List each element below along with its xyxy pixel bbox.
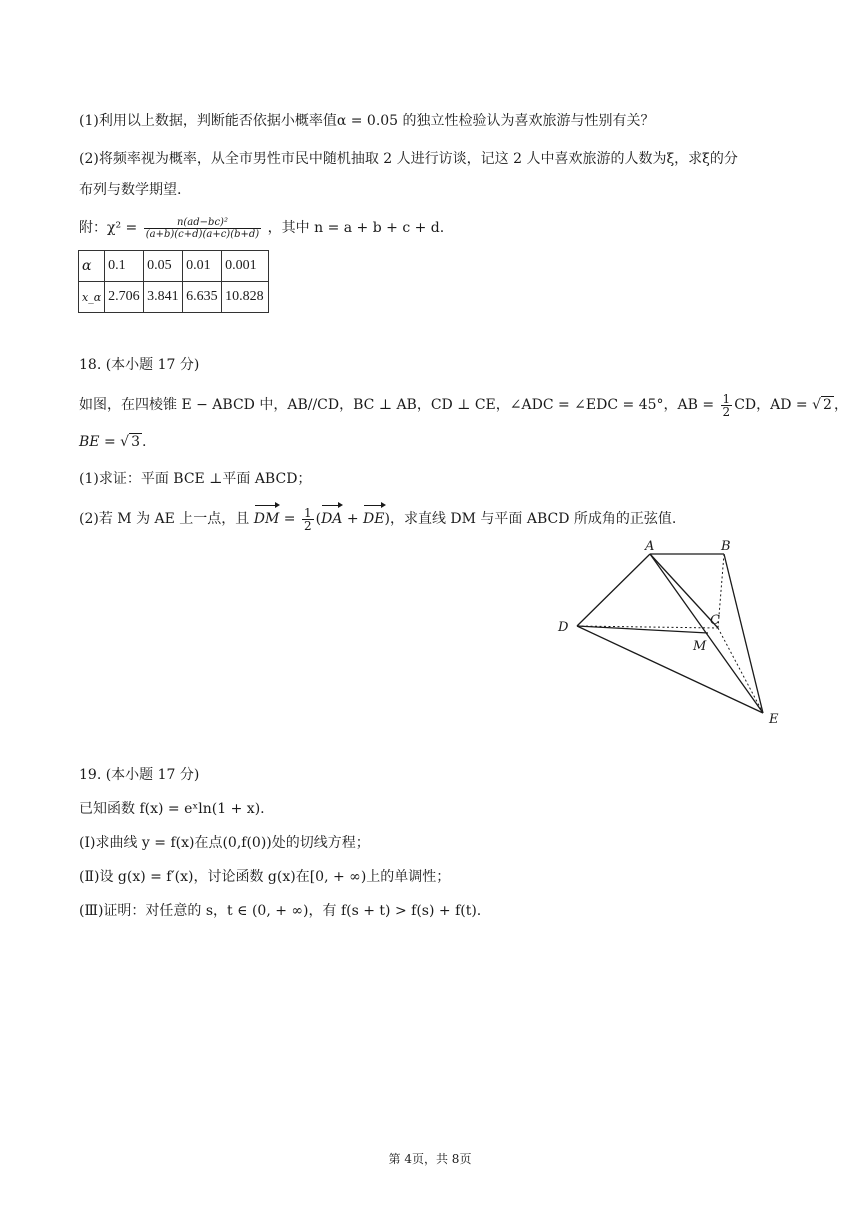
q19-header: 19. (本小题 17 分): [79, 767, 200, 783]
label-c: C: [710, 613, 720, 628]
q17-part2-line1: (2)将频率视为概率，从全市男性市民中随机抽取 2 人进行访谈，记这 2 人中喜欢旅游的人数为ξ，求ξ的分: [79, 151, 738, 167]
table-cell: 2.706: [105, 282, 144, 313]
q17-part2-line2: 布列与数学期望.: [79, 182, 182, 198]
table-cell: α: [79, 251, 105, 282]
stem-text-a: 如图，在四棱锥 E − ABCD 中，AB//CD，BC ⊥ AB，CD ⊥ CE，∠ADC = ∠EDC = 45°，AB =: [79, 397, 715, 413]
segment-dm: [577, 626, 708, 633]
fraction-denominator: 2: [722, 404, 731, 419]
equals-sign: =: [279, 511, 296, 527]
table-cell: 0.01: [183, 251, 222, 282]
q18-stem-line2: [79, 432, 146, 452]
edge-ac: [650, 554, 718, 628]
q19-stem: 已知函数 f(x) = eˣln(1 + x).: [79, 801, 265, 817]
q19-part3: (Ⅲ)证明：对任意的 s，t ∈ (0, + ∞)，有 f(s + t) > f(s) + f(t).: [79, 903, 482, 919]
appendix-prefix: 附：χ² =: [79, 220, 138, 236]
table-cell: 0.1: [105, 251, 144, 282]
fraction-numerator: 1: [722, 391, 731, 406]
sqrt-expression: √ 3: [120, 434, 140, 450]
line2-text-b: .: [142, 434, 147, 450]
table-cell: 6.635: [183, 282, 222, 313]
stem-fraction: [721, 393, 733, 418]
paren-open: (: [315, 511, 322, 527]
line2-text-a: BE =: [79, 434, 116, 450]
q19-part1: (Ⅰ)求曲线 y = f(x)在点(0,f(0))处的切线方程；: [79, 835, 370, 851]
paren-close: ): [384, 511, 390, 527]
q17-appendix: [79, 214, 444, 242]
table-row: [79, 282, 269, 313]
fraction-numerator: 1: [303, 505, 312, 520]
q17-part1: (1)利用以上数据，判断能否依据小概率值α = 0.05 的独立性检验认为喜欢旅游与性别有关？: [79, 113, 655, 129]
q18-header: 18. (本小题 17 分): [79, 357, 200, 373]
part2-text-a: (2)若 M 为 AE 上一点，且: [79, 511, 250, 527]
edge-be: [724, 554, 763, 713]
pyramid-figure: [550, 535, 790, 730]
plus-sign: +: [342, 511, 364, 527]
table-cell: 3.841: [144, 282, 183, 313]
q18-stem: [79, 392, 848, 418]
table-cell: 0.001: [222, 251, 269, 282]
appendix-suffix: ，其中 n = a + b + c + d.: [267, 220, 445, 236]
table-cell: x_α: [79, 282, 105, 313]
stem-text-b: CD，AD =: [734, 397, 808, 413]
table-cell: 0.05: [144, 251, 183, 282]
label-a: A: [645, 539, 655, 554]
label-e: E: [769, 712, 779, 727]
label-m: M: [693, 639, 707, 654]
edge-de: [577, 626, 763, 713]
part2-text-b: ，求直线 DM 与平面 ABCD 所成角的正弦值.: [389, 511, 677, 527]
q18-part1: (1)求证：平面 BCE ⊥平面 ABCD；: [79, 471, 312, 487]
q19-part2: (Ⅱ)设 g(x) = f′(x)，讨论函数 g(x)在[0, + ∞)上的单调性；: [79, 869, 451, 885]
hidden-edge-ce: [718, 628, 763, 713]
table-cell: 10.828: [222, 282, 269, 313]
chi-square-formula: [144, 217, 261, 240]
q18-part2: [79, 506, 676, 532]
formula-denominator: (a+b)(c+d)(a+c)(b+d): [145, 228, 260, 240]
sqrt-expression: √ 2: [812, 397, 832, 413]
fraction-denominator: 2: [303, 518, 312, 533]
critical-value-table: [78, 250, 269, 313]
vector-de: DE: [363, 506, 384, 532]
part2-fraction: [302, 507, 314, 532]
label-b: B: [721, 539, 731, 554]
page-footer: 第 4页，共 8页: [388, 1152, 472, 1166]
radicand: 3: [131, 434, 140, 450]
formula-numerator: n(ad−bc)²: [144, 217, 261, 229]
vector-dm: DM: [254, 506, 280, 532]
label-d: D: [558, 620, 569, 635]
vector-da: DA: [321, 506, 342, 532]
radicand: 2: [823, 397, 832, 413]
edge-ad: [577, 554, 650, 626]
table-row: [79, 251, 269, 282]
stem-text-c: ，: [833, 397, 848, 413]
